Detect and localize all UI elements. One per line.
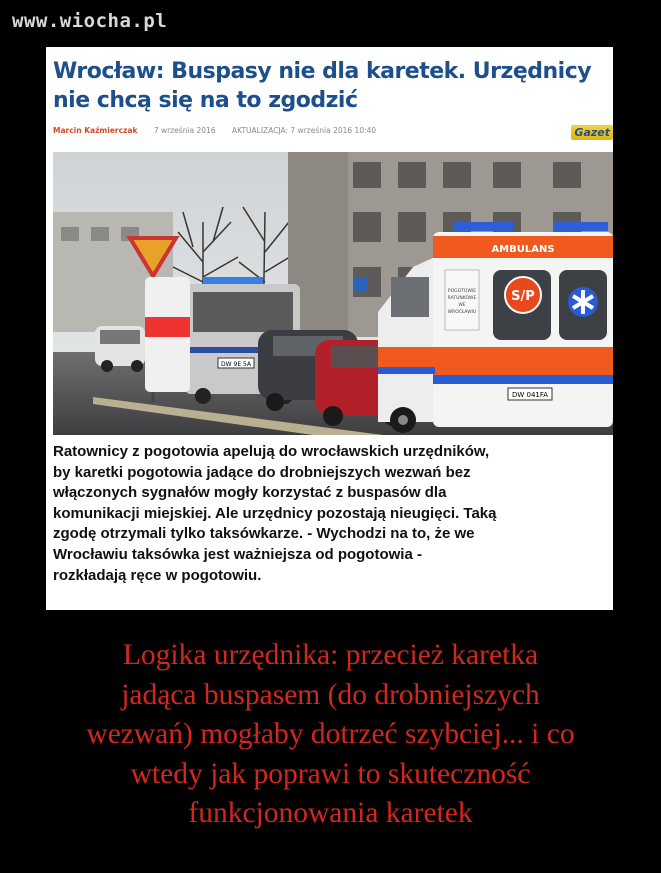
site-watermark: www.wiocha.pl [12, 10, 168, 32]
svg-text:DW 041FA: DW 041FA [511, 391, 549, 399]
gazeta-logo: Gazet [571, 125, 613, 140]
svg-text:POGOTOWIE: POGOTOWIE [447, 289, 477, 294]
caption-line: jadąca buspasem (do drobniejszych [121, 678, 540, 711]
article-headline [53, 57, 613, 115]
street-ambulance-illustration [53, 152, 613, 435]
author-name: Marcin Kaźmierczak [53, 126, 138, 135]
svg-text:AMBULANS: AMBULANS [491, 244, 555, 255]
article-lead [53, 442, 601, 586]
lead-line: włączonych sygnałów mogły korzystać z buspasów dla [53, 484, 447, 502]
caption-line: funkcjonowania karetek [188, 797, 473, 829]
caption-line: Logika urzędnika: przecież karetka [122, 639, 539, 671]
article-card [46, 47, 613, 610]
caption-line: wezwań) mogłaby dotrzeć szybciej... i co [86, 718, 575, 750]
svg-text:WE: WE [458, 303, 466, 308]
article-meta [53, 126, 376, 135]
updated-date: AKTUALIZACJA: 7 września 2016 10:40 [232, 126, 377, 135]
caption-line: wtedy jak poprawi to skuteczność [130, 757, 531, 790]
lead-line: rozkładają ręce w pogotowiu. [53, 566, 262, 584]
lead-line: Ratownicy z pogotowia apelują do wrocławskich urzędników, [53, 443, 490, 460]
svg-text:DW 9E 5A: DW 9E 5A [221, 361, 251, 368]
svg-text:WROCŁAWIU: WROCŁAWIU [447, 310, 477, 315]
article-photo [53, 152, 613, 435]
svg-text:S/P: S/P [511, 289, 535, 304]
lead-line: komunikacji miejskiej. Ale urzędnicy pozostają nieugięci. Taką [53, 504, 497, 522]
svg-text:RATUNKOWE: RATUNKOWE [447, 296, 477, 301]
meme-caption [20, 636, 641, 834]
headline-line-2: nie chcą się na to zgodzić [53, 88, 358, 113]
lead-line: Wrocławiu taksówka jest ważniejsza od pogotowia - [53, 545, 422, 563]
lead-line: zgodę otrzymali tylko taksówkarze. - Wychodzi na to, że we [53, 525, 475, 543]
lead-line: by karetki pogotowia jadące do drobniejszych wezwań bez [53, 463, 471, 481]
publish-date: 7 września 2016 [153, 126, 216, 135]
white-car [95, 326, 145, 372]
headline-line-1: Wrocław: Buspasy nie dla karetek. Urzędnicy [53, 59, 592, 84]
